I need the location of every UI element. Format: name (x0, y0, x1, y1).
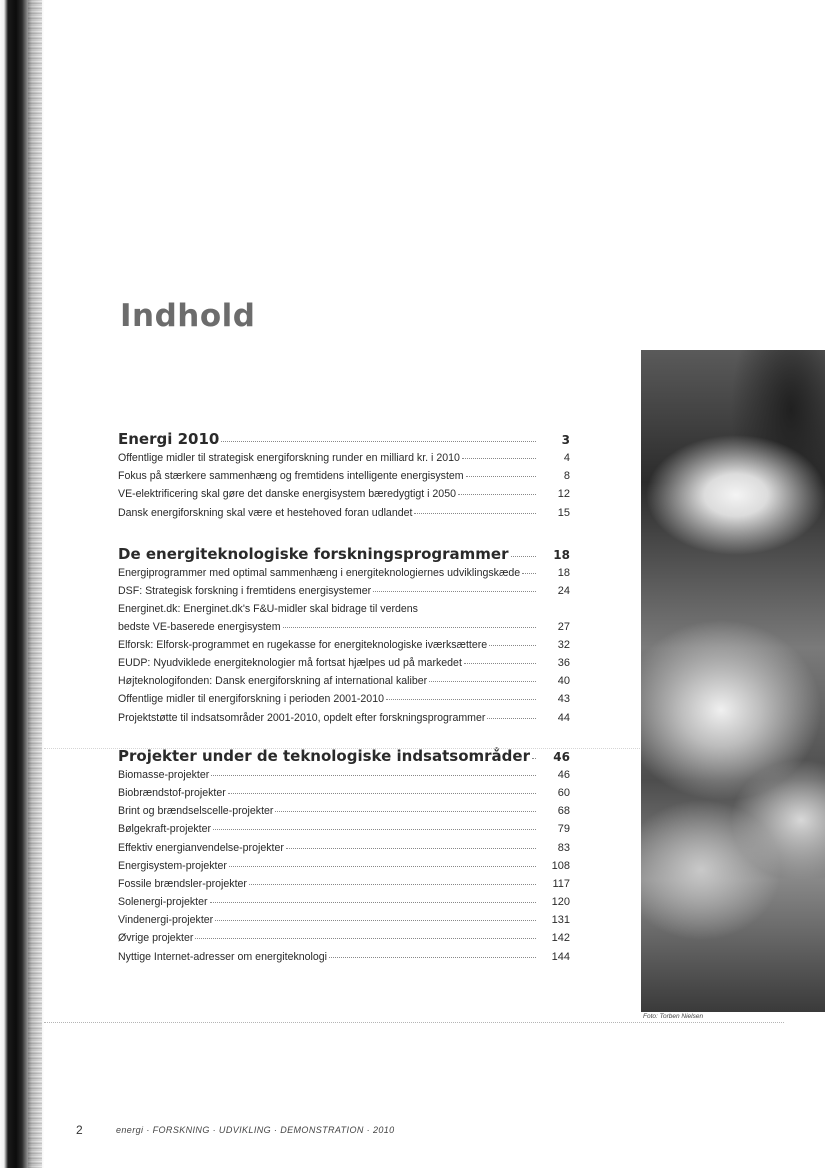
entry-text: Elforsk: Elforsk-programmet en rugekasse for energiteknologiske iværksættere (118, 638, 488, 651)
scan-binding-texture (28, 0, 42, 1168)
toc-entry[interactable] (118, 787, 570, 805)
section-heading-text: Projekter under de teknologiske indsatsområder (118, 746, 530, 765)
entry-page-number: 43 (557, 693, 570, 706)
toc-section-heading[interactable] (118, 747, 570, 769)
toc-entry[interactable] (118, 914, 570, 932)
entry-text: Dansk energiforskning skal være et hestehoved foran udlandet (118, 506, 413, 519)
footer-text: energi · FORSKNING · UDVIKLING · DEMONSTRATION · 2010 (116, 1125, 395, 1135)
leader-dots (487, 717, 536, 719)
entry-text: Offentlige midler til energiforskning i perioden 2001-2010 (118, 693, 384, 706)
toc-entry[interactable] (118, 951, 570, 969)
entry-page-number: 12 (557, 488, 570, 501)
toc-entry[interactable] (118, 675, 570, 693)
entry-text: Energisystem-projekter (118, 859, 227, 872)
entry-text: Vindenergi-projekter (118, 914, 214, 927)
entry-page-number: 32 (557, 638, 570, 651)
toc-entry[interactable] (118, 878, 570, 896)
entry-text: Brint og brændselscelle-projekter (118, 805, 274, 818)
entry-page-number: 36 (557, 657, 570, 669)
leader-dots (275, 810, 536, 812)
footer-divider (44, 1022, 784, 1023)
entry-page-number: 108 (551, 859, 570, 872)
toc-section-forskningsprogrammer (118, 545, 570, 730)
entry-page-number: 8 (563, 470, 570, 483)
entry-page-number: 44 (557, 711, 570, 724)
toc-entry[interactable] (118, 603, 570, 621)
toc-entry[interactable] (118, 470, 570, 488)
section-spacer (118, 525, 570, 545)
toc-entry[interactable] (118, 823, 570, 841)
toc-entry[interactable] (118, 805, 570, 823)
entry-text: Biomasse-projekter (118, 768, 210, 781)
toc-entry[interactable] (118, 932, 570, 950)
entry-text: Effektiv energianvendelse-projekter (118, 841, 284, 854)
toc-entry[interactable] (118, 693, 570, 711)
leader-dots (464, 662, 536, 664)
section-page-number: 3 (561, 433, 570, 447)
entry-page-number: 68 (557, 805, 570, 818)
entry-page-number: 60 (557, 786, 570, 799)
entry-page-number: 120 (551, 896, 570, 909)
leader-dots (458, 493, 536, 495)
toc-entry[interactable] (118, 896, 570, 914)
entry-text: Offentlige midler til strategisk energiforskning runder en milliard kr. i 2010 (118, 452, 460, 464)
entry-page-number: 15 (557, 506, 570, 519)
toc-entry[interactable] (118, 769, 570, 787)
entry-page-number: 142 (551, 932, 570, 945)
toc-section-projekter (118, 747, 570, 969)
leader-dots (249, 883, 536, 885)
section-heading-text: De energiteknologiske forskningsprogrammer (118, 544, 509, 563)
entry-text: Fokus på stærkere sammenhæng og fremtidens intelligente energisystem (118, 470, 464, 483)
leader-dots (386, 698, 536, 700)
entry-page-number: 24 (557, 584, 570, 597)
table-of-contents (118, 430, 570, 969)
entry-text: EUDP: Nyudviklede energiteknologier må fortsat hjælpes ud på markedet (118, 657, 462, 669)
leader-dots (532, 757, 536, 759)
toc-entry[interactable] (118, 585, 570, 603)
toc-section-heading[interactable] (118, 430, 570, 452)
entry-page-number: 117 (552, 877, 570, 890)
leader-dots (522, 572, 536, 574)
leader-dots (283, 626, 536, 628)
toc-entry[interactable] (118, 657, 570, 675)
section-page-number: 46 (553, 749, 570, 764)
entry-page-number: 144 (551, 950, 570, 963)
toc-section-energi-2010 (118, 430, 570, 525)
leader-dots (511, 555, 537, 557)
entry-page-number: 4 (563, 452, 570, 464)
leader-dots (414, 512, 536, 514)
photo-credit: Foto: Torben Nielsen (643, 1013, 704, 1020)
toc-section-heading[interactable] (118, 545, 570, 567)
leader-dots (195, 937, 536, 939)
entry-text: Projektstøtte til indsatsområder 2001-2010, opdelt efter forskningsprogrammer (118, 711, 486, 724)
leader-dots (229, 865, 536, 867)
section-spacer (118, 730, 570, 747)
section-heading-text: Energi 2010 (118, 430, 220, 448)
entry-text: Bølgekraft-projekter (118, 823, 212, 836)
leader-dots (228, 792, 536, 794)
leader-dots (466, 475, 536, 477)
entry-page-number: 83 (557, 841, 570, 854)
leader-dots (489, 644, 536, 646)
entry-page-number: 27 (557, 620, 570, 633)
entry-page-number: 18 (557, 566, 570, 579)
entry-text: bedste VE-baserede energisystem (118, 620, 281, 633)
toc-entry[interactable] (118, 860, 570, 878)
toc-entry[interactable] (118, 621, 570, 639)
entry-page-number: 40 (557, 675, 570, 688)
leader-dots (329, 956, 536, 958)
entry-text: Energinet.dk: Energinet.dk's F&U-midler skal bidrage til verdens (118, 603, 418, 616)
entry-page-number: 79 (557, 823, 570, 836)
leader-dots (211, 774, 536, 776)
entry-text: Højteknologifonden: Dansk energiforskning af international kaliber (118, 675, 428, 688)
leader-dots (213, 828, 536, 830)
leader-dots (215, 919, 536, 921)
toc-entry[interactable] (118, 712, 570, 730)
entry-text: DSF: Strategisk forskning i fremtidens energisystemer (118, 584, 372, 597)
entry-text: Solenergi-projekter (118, 896, 208, 909)
entry-text: Øvrige projekter (118, 932, 194, 945)
leader-dots (221, 440, 536, 442)
leader-dots (286, 847, 536, 849)
toc-entry[interactable] (118, 842, 570, 860)
leader-dots (420, 609, 536, 610)
entry-text: Nyttige Internet-adresser om energiteknologi (118, 950, 328, 963)
entry-text: VE-elektrificering skal gøre det danske energisystem bæredygtigt i 2050 (118, 488, 456, 501)
leader-dots (462, 457, 536, 459)
leader-dots (373, 590, 536, 592)
toc-entry[interactable] (118, 639, 570, 657)
photo-image (641, 350, 825, 1012)
page-title: Indhold (120, 298, 256, 334)
section-page-number: 18 (553, 547, 570, 562)
toc-entry[interactable] (118, 567, 570, 585)
toc-entry[interactable] (118, 488, 570, 506)
entry-text: Energiprogrammer med optimal sammenhæng i energiteknologiernes udviklingskæde (118, 566, 521, 579)
entry-page-number: 46 (557, 768, 570, 781)
toc-entry[interactable] (118, 507, 570, 525)
entry-text: Fossile brændsler-projekter (118, 877, 247, 890)
toc-entry[interactable] (118, 452, 570, 470)
entry-page-number: 131 (551, 914, 570, 927)
leader-dots (210, 901, 536, 903)
page-number: 2 (76, 1123, 83, 1137)
entry-text: Biobrændstof-projekter (118, 786, 226, 799)
leader-dots (429, 680, 536, 682)
